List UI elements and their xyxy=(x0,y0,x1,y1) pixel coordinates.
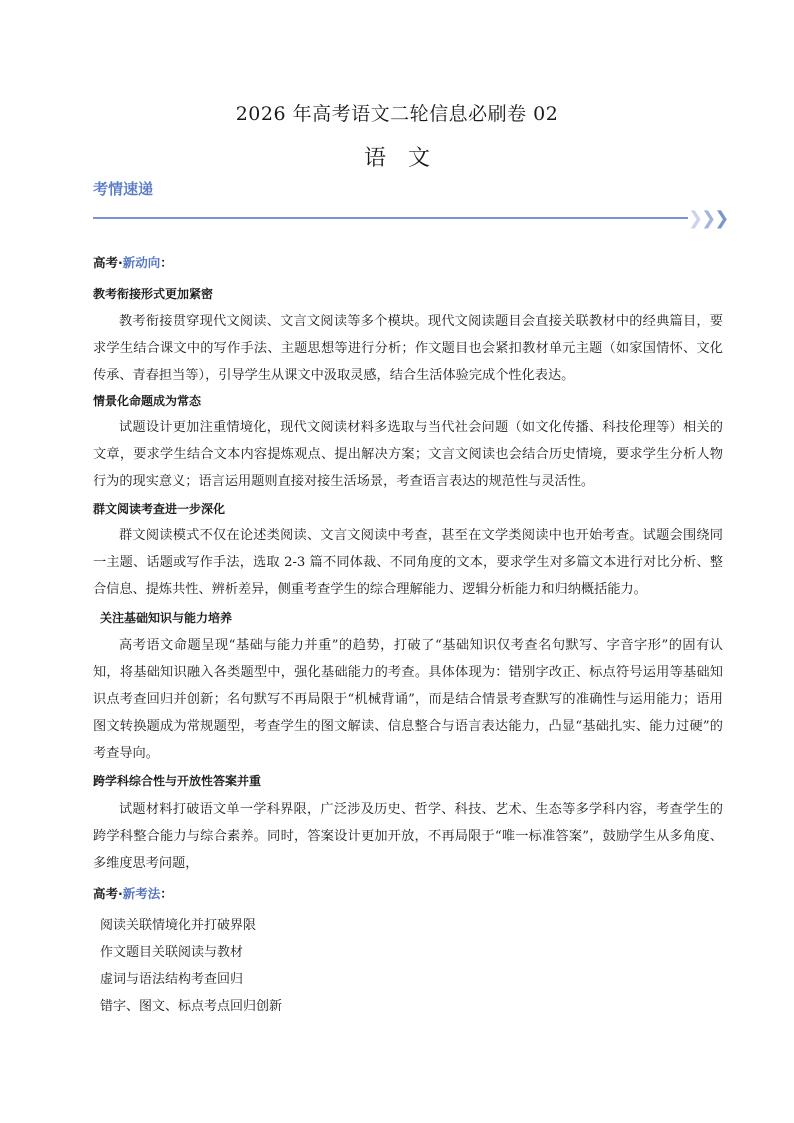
new-exam-label xyxy=(93,884,173,902)
block-heading: 教考衔接形式更加紧密 xyxy=(93,287,214,301)
block-paragraph: 教考衔接贯穿现代文阅读、文言文阅读等多个模块。现代文阅读题目会直接关联教材中的经典篇目，要求学生结合课文中的写作手法、主题思想等进行分析；作文题目也会紧扣教材单元主题（如家国情怀、文化传承、青春担当等），引导学生从课文中汲取灵感，结合生活体验完成个性化表达。 xyxy=(93,314,723,383)
label-suffix: ： xyxy=(160,886,173,901)
block-paragraph: 高考语文命题呈现“基础与能力并重”的趋势，打破了“基础知识仅考查名句默写、字音字形”的固有认知，将基础知识融入各类题型中，强化基础能力的考查。具体体现为：错别字改正、标点符号运用等基础知识点考查回归并创新；名句默写不再局限于“机械背诵”，而是结合情景考查默写的准确性与运用能力；语用图文转换题成为常规题型，考查学生的图文解读、信息整合与语言表达能力，凸显“基础扎实、能力过硬”的考查导向。 xyxy=(93,638,723,761)
subject-title: 语文 xyxy=(363,146,452,171)
list-item: 错字、图文、标点考点回归创新 xyxy=(100,999,283,1014)
block-heading: 关注基础知识与能力培养 xyxy=(100,611,233,625)
label-prefix: 高考· xyxy=(93,886,123,901)
list-item: 阅读关联情境化并打破界限 xyxy=(100,918,257,933)
block-paragraph: 群文阅读模式不仅在论述类阅读、文言文阅读中考查，甚至在文学类阅读中也开始考查。试题会围绕同一主题、话题或写作手法，选取 2-3 篇不同体裁、不同角度的文本，要求学生对多篇文本进行对比分析、整合信息、提炼共性、辨析差异，侧重考查学生的综合理解能力、逻辑分析能力和归纳概括能力。 xyxy=(93,528,723,597)
section-heading: 考情速递 xyxy=(93,180,154,198)
block-heading: 群文阅读考查进一步深化 xyxy=(93,502,226,516)
block-paragraph: 试题设计更加注重情境化，现代文阅读材料多选取与当代社会问题（如文化传播、科技伦理等）相关的文章，要求学生结合文本内容提炼观点、提出解决方案；文言文阅读也会结合历史情境，要求学生分析人物行为的现实意义；语言运用题则直接对接生活场景，考查语言表达的规范性与灵活性。 xyxy=(93,420,723,489)
section-divider xyxy=(93,217,688,219)
label-highlight: 新动向 xyxy=(122,255,161,270)
block-paragraph: 试题材料打破语文单一学科界限，广泛涉及历史、哲学、科技、艺术、生态等多学科内容，考查学生的跨学科整合能力与综合素养。同时，答案设计更加开放，不再局限于“唯一标准答案”，鼓励学生从多角度、多维度思考问题， xyxy=(93,802,723,871)
block-heading: 情景化命题成为常态 xyxy=(93,394,202,408)
list-item: 虚词与语法结构考查回归 xyxy=(100,972,244,987)
label-suffix: ： xyxy=(160,255,173,270)
new-exam-list xyxy=(100,912,282,1020)
new-direction-label xyxy=(93,253,173,271)
list-item: 作文题目关联阅读与教材 xyxy=(100,945,244,960)
label-highlight: 新考法 xyxy=(122,886,161,901)
chevron-arrows-icon: ❯❯❯ xyxy=(688,208,728,229)
label-prefix: 高考· xyxy=(93,255,123,270)
document-title: 2026 年高考语文二轮信息必刷卷 02 xyxy=(235,103,559,125)
block-heading: 跨学科综合性与开放性答案并重 xyxy=(93,774,262,788)
